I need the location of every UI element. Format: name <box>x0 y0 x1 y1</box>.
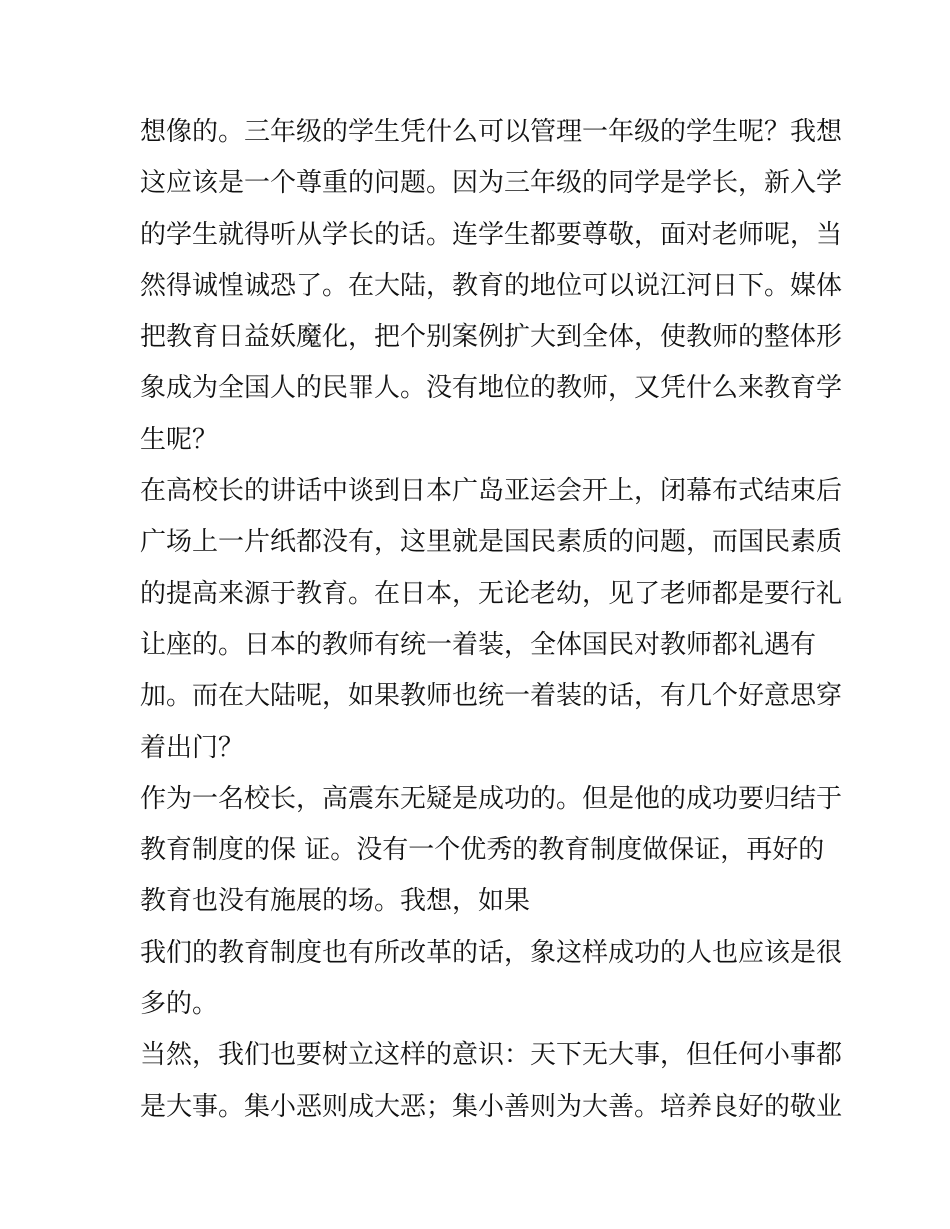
text-line: 教育制度的保 证。没有一个优秀的教育制度做保证，再好的 <box>140 835 825 866</box>
text-line: 当然，我们也要树立这样的意识：天下无大事，但任何小事都 <box>140 1040 843 1071</box>
text-line: 让座的。日本的教师有统一着装，全体国民对教师都礼遇有 <box>140 629 817 660</box>
body-text <box>140 107 843 1133</box>
text-line: 把教育日益妖魔化，把个别案例扩大到全体，使教师的整体形 <box>140 322 843 353</box>
text-line: 想像的。三年级的学生凭什么可以管理一年级的学生呢？我想 <box>140 117 843 147</box>
text-line: 我们的教育制度也有所改革的话，象这样成功的人也应该是很 <box>140 937 843 968</box>
text-line: 然得诚惶诚恐了。在大陆，教育的地位可以说江河日下。媒体 <box>140 270 843 301</box>
text-line: 这应该是一个尊重的问题。因为三年级的同学是学长，新入学 <box>140 168 843 199</box>
text-line: 的学生就得听从学长的话。连学生都要尊敬，面对老师呢，当 <box>140 219 843 250</box>
text-line: 象成为全国人的民罪人。没有地位的教师，又凭什么来教育学 <box>140 373 843 404</box>
text-line: 作为一名校长，高震东无疑是成功的。但是他的成功要归结于 <box>140 783 843 814</box>
text-line: 广场上一片纸都没有，这里就是国民素质的问题，而国民素质 <box>140 527 843 558</box>
text-line: 的提高来源于教育。在日本，无论老幼，见了老师都是要行礼 <box>140 578 843 609</box>
text-line: 加。而在大陆呢，如果教师也统一着装的话，有几个好意思穿 <box>140 681 843 712</box>
text-line: 多的。 <box>140 989 219 1020</box>
text-line: 着出门？ <box>140 732 245 763</box>
text-line: 在高校长的讲话中谈到日本广岛亚运会开上，闭幕布式结束后 <box>140 476 843 507</box>
text-line: 教育也没有施展的场。我想，如果 <box>140 886 531 917</box>
text-line: 是大事。集小恶则成大恶；集小善则为大善。培养良好的敬业 <box>140 1091 843 1122</box>
text-line: 生呢？ <box>140 424 219 455</box>
